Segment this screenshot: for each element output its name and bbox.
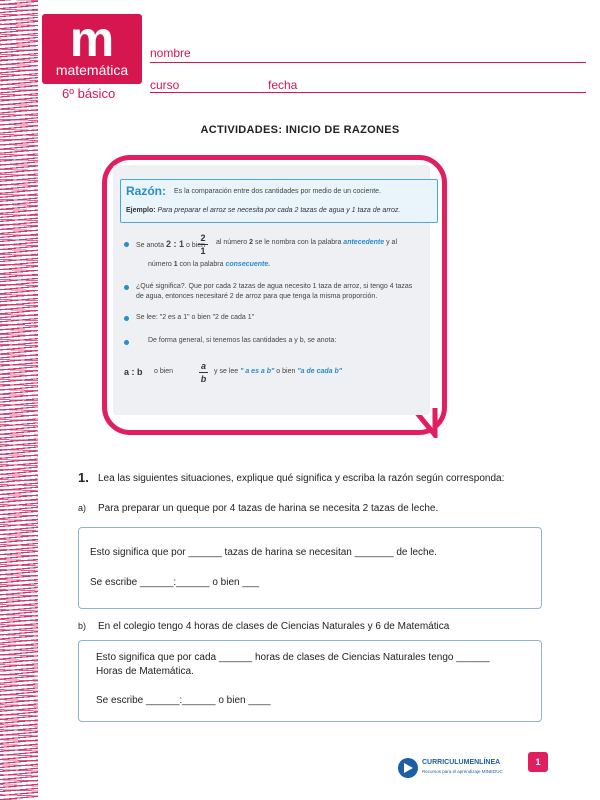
general-or: o bien <box>154 368 174 375</box>
item-a-answer-box[interactable] <box>78 527 542 609</box>
bullet-dot <box>124 316 129 321</box>
item-a-line1: Esto significa que por ______ tazas de harina se necesitan _______ de leche. <box>90 547 437 558</box>
page-title: ACTIVIDADES: INICIO DE RAZONES <box>200 124 400 136</box>
item-a-line2: Se escribe ______:______ o bien ___ <box>90 577 260 588</box>
bullet-1-line2: número 1 con la palabra consecuente. <box>148 261 271 268</box>
bullet-3-text: Se lee: "2 es a 1" o bien "2 de cada 1" <box>136 314 255 321</box>
item-a-label: a) <box>78 503 87 513</box>
example-text: Ejemplo: Para preparar el arroz se necesita por cada 2 tazas de agua y 1 taza de arroz. <box>126 207 401 214</box>
bullet-dot <box>124 285 129 290</box>
bullet-dot <box>124 242 129 247</box>
bullet-2-line1: ¿Qué significa?. Que por cada 2 tazas de agua necesito 1 taza de arroz, si tengo 4 tazas <box>136 283 413 290</box>
binding-decoration <box>0 0 38 800</box>
item-b-line1: Esto significa que por cada ______ horas de clases de Ciencias Naturales tengo ______ <box>96 652 490 663</box>
definition-text: Es la comparación entre dos cantidades por medio de un cociente. <box>174 188 382 195</box>
item-b-line2: Se escribe ______:______ o bien ____ <box>96 695 271 706</box>
curriculum-logo <box>398 755 508 785</box>
bullet-dot <box>124 340 129 345</box>
item-b-label: b) <box>78 621 87 631</box>
bullet-1-line1b: al número 2 se le nombra con la palabra antecedente y al <box>216 239 398 246</box>
item-b-situation: En el colegio tengo 4 horas de clases de Ciencias Naturales y 6 de Matemática <box>98 621 450 632</box>
fraction-2-over-1: 2 1 <box>198 233 208 256</box>
definition-box <box>120 179 438 223</box>
nombre-label: nombre <box>150 46 191 60</box>
bullet-2-line2: de agua, entonces necesitaré 2 de arroz para que tenga la misma proporción. <box>136 293 378 300</box>
logo-letter: m <box>69 11 115 67</box>
page-number: 1 <box>528 752 548 772</box>
logo-word: matemática <box>55 62 129 78</box>
general-ratio: a : b <box>124 367 143 377</box>
curso-label: curso <box>150 78 180 92</box>
subject-logo <box>42 11 142 84</box>
curso-fecha-row <box>150 78 586 93</box>
item-b-line1b: Horas de Matemática. <box>96 666 194 677</box>
grade-label: 6º básico <box>62 86 116 101</box>
general-read: y se lee " a es a b" o bien "a de cada b" <box>214 368 343 375</box>
nombre-field[interactable] <box>150 46 586 63</box>
question-number: 1. <box>78 470 89 485</box>
bullet-1-line1: Se anota 2 : 1 o bien <box>136 239 206 249</box>
bullet-4-text: De forma general, si tenemos las cantidades a y b, se anota: <box>148 337 337 344</box>
brand-tagline: Recursos para el aprendizaje MINEDUC <box>422 769 503 774</box>
brand-name: CURRICULUMENLÍNEA <box>422 759 501 766</box>
fraction-a-over-b: a b <box>200 361 207 384</box>
definition-title: Razón: <box>126 184 166 198</box>
item-a-situation: Para preparar un queque por 4 tazas de harina se necesita 2 tazas de leche. <box>98 503 439 514</box>
question-text: Lea las siguientes situaciones, explique qué significa y escriba la razón según corresponda: <box>98 473 505 484</box>
fecha-label: fecha <box>268 78 298 92</box>
